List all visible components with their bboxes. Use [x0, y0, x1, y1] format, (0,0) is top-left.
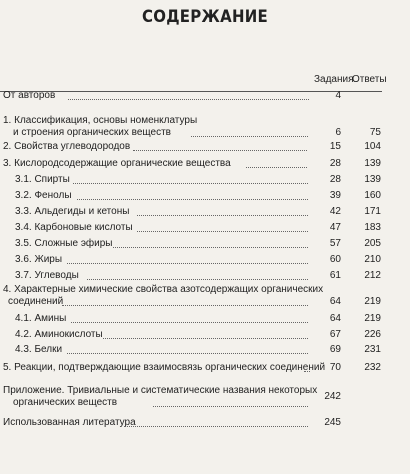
- toc-entry-tasks-page: 47: [329, 222, 341, 233]
- toc-entry-label: 3.6. Жиры: [15, 254, 63, 265]
- leader-dots: [153, 406, 308, 407]
- toc-entry-tasks-page: 64: [329, 296, 341, 307]
- toc-entry-label-line1: 4. Характерные химические свойства азотсодержащих органических: [3, 284, 324, 295]
- toc-entry-tasks-page: 42: [329, 206, 341, 217]
- toc-entry-label: 5. Реакции, подтверждающие взаимосвязь органических соединений: [3, 362, 326, 373]
- leader-dots: [67, 263, 308, 264]
- toc-entry-label-line2: органических веществ: [13, 397, 118, 408]
- toc-entry-answers-page: 226: [364, 329, 381, 340]
- toc-entry-label: 4.2. Аминокислоты: [15, 329, 103, 340]
- toc-entry-label-line1: 1. Классификация, основы номенклатуры: [3, 115, 198, 126]
- toc-entry-tasks-page: 39: [329, 190, 341, 201]
- column-header-tasks: Задания: [314, 74, 354, 85]
- toc-entry-label-line2: и строения органических веществ: [13, 127, 171, 138]
- toc-entry-tasks-page: 15: [329, 141, 341, 152]
- leader-dots: [87, 279, 308, 280]
- toc-entry-tasks-page: 69: [329, 344, 341, 355]
- toc-entry-answers-page: 75: [369, 127, 381, 138]
- leader-dots: [77, 199, 308, 200]
- toc-entry-tasks-page: 61: [329, 270, 341, 281]
- toc-entry-label: 4.3. Белки: [15, 344, 63, 355]
- leader-dots: [133, 150, 307, 151]
- leader-dots: [137, 215, 308, 216]
- toc-entry-label: 2. Свойства углеводородов: [3, 141, 131, 152]
- toc-entry-tasks-page: 67: [329, 329, 341, 340]
- toc-entry-label-line2: соединений: [8, 296, 64, 307]
- toc-entry-tasks-page: 6: [335, 127, 341, 138]
- leader-dots: [62, 305, 308, 306]
- leader-dots: [191, 136, 308, 137]
- toc-entry-tasks-page: 60: [329, 254, 341, 265]
- toc-entry-tasks-page: 242: [324, 391, 341, 402]
- leader-dots: [246, 167, 307, 168]
- toc-entry-answers-page: 231: [364, 344, 381, 355]
- toc-entry-tasks-page: 64: [329, 313, 341, 324]
- toc-entry-answers-page: 139: [364, 158, 381, 169]
- toc-entry-label: 3.1. Спирты: [15, 174, 70, 185]
- toc-entry-label: 3.5. Сложные эфиры: [15, 238, 113, 249]
- toc-entry-answers-page: 212: [364, 270, 381, 281]
- toc-entry-answers-page: 219: [364, 313, 381, 324]
- page-title: СОДЕРЖАНИЕ: [141, 7, 269, 27]
- toc-entry-answers-page: 210: [364, 254, 381, 265]
- toc-entry-answers-page: 160: [364, 190, 381, 201]
- toc-entry-label: [3, 115, 197, 139]
- toc-entry-tasks-page: 57: [329, 238, 341, 249]
- leader-dots: [137, 231, 308, 232]
- leader-dots: [304, 371, 310, 372]
- toc-entry-answers-page: 205: [364, 238, 381, 249]
- leader-dots: [103, 338, 308, 339]
- column-header-answers: Ответы: [352, 74, 387, 85]
- toc-entry-tasks-page: 28: [329, 174, 341, 185]
- toc-entry-answers-page: 219: [364, 296, 381, 307]
- toc-entry-label: От авторов: [3, 90, 56, 101]
- toc-entry-tasks-page: 28: [329, 158, 341, 169]
- toc-entry-answers-page: 183: [364, 222, 381, 233]
- toc-entry-answers-page: 232: [364, 362, 381, 373]
- toc-entry-label: Использованная литература: [3, 417, 136, 428]
- leader-dots: [71, 322, 308, 323]
- toc-entry-answers-page: 104: [364, 141, 381, 152]
- toc-entry-label: 3.2. Фенолы: [15, 190, 72, 201]
- toc-entry-label: 4.1. Амины: [15, 313, 67, 324]
- toc-entry-label: 3. Кислородсодержащие органические вещества: [3, 158, 231, 169]
- leader-dots: [113, 247, 308, 248]
- toc-entry-label: 3.7. Углеводы: [15, 270, 79, 281]
- leader-dots: [68, 99, 309, 100]
- leader-dots: [73, 183, 308, 184]
- toc-entry-answers-page: 139: [364, 174, 381, 185]
- toc-entry-label-line1: Приложение. Тривиальные и систематические названия некоторых: [3, 385, 318, 396]
- toc-entry-tasks-page: 4: [335, 90, 341, 101]
- leader-dots: [67, 353, 308, 354]
- toc-entry-label: 3.4. Карбоновые кислоты: [15, 222, 133, 233]
- toc-entry-tasks-page: 245: [324, 417, 341, 428]
- toc-entry-tasks-page: 70: [329, 362, 341, 373]
- toc-entry-answers-page: 171: [364, 206, 381, 217]
- leader-dots: [124, 426, 308, 427]
- toc-entry-label: 3.3. Альдегиды и кетоны: [15, 206, 130, 217]
